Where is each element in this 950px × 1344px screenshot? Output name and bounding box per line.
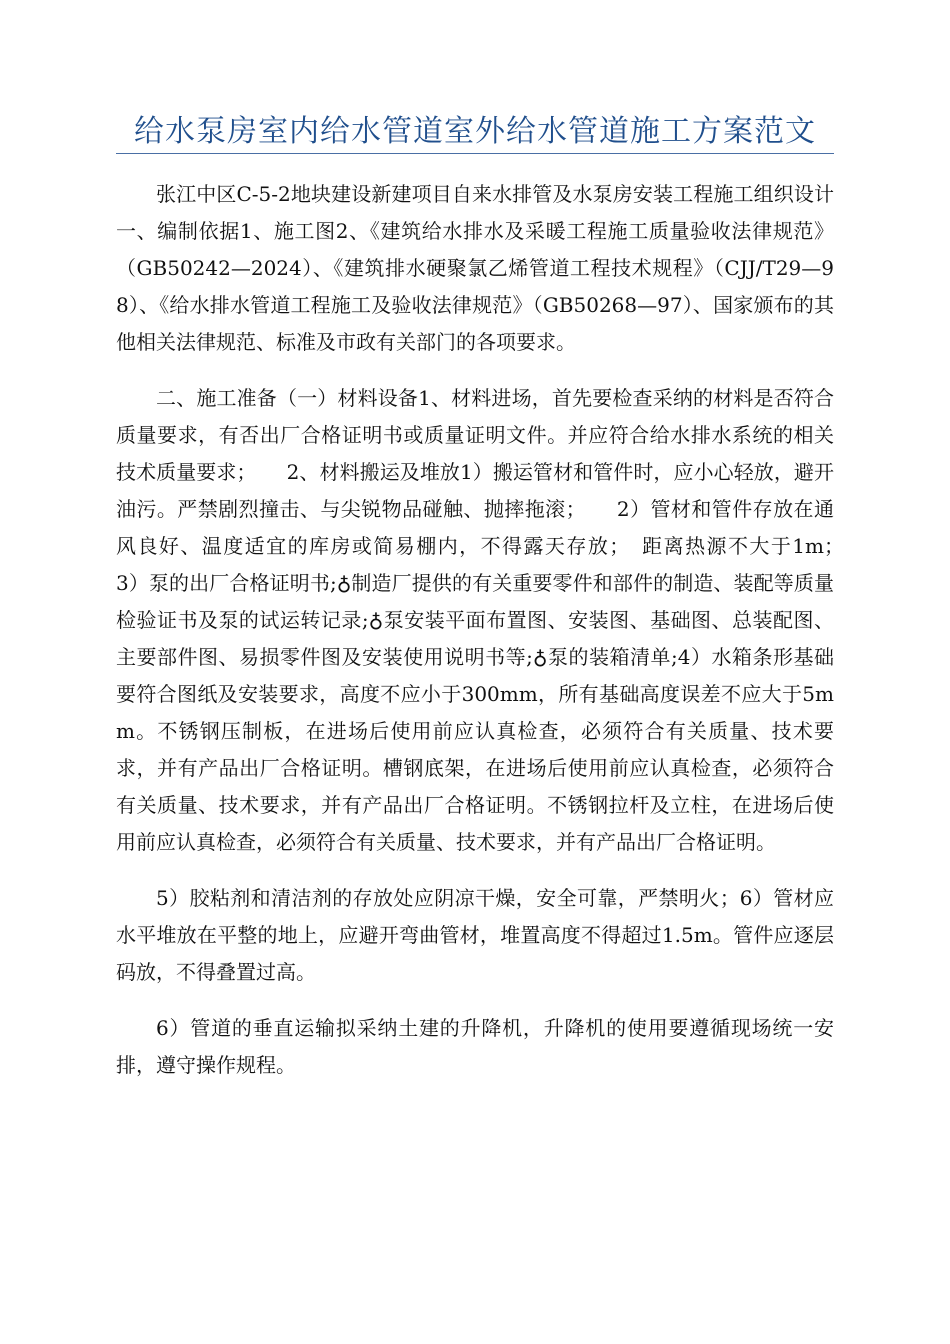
paragraph-storage: 5）胶粘剂和清洁剂的存放处应阴凉干燥，安全可靠，严禁明火；6）管材应水平堆放在平整的地上，应避开弯曲管材，堆置高度不得超过1.5m。管件应逐层码放，不得叠置过高。 [116, 886, 834, 984]
document-title: 给水泵房室内给水管道室外给水管道施工方案范文 [134, 114, 816, 149]
paragraph-preparation: 二、施工准备（一）材料设备1、材料进场，首先要检查采纳的材料是否符合质量要求，有否出厂合格证明书或质量证明文件。并应符合给水排水系统的相关技术质量要求； 2、材料搬运及堆放1）搬运管材和管件时，应小心轻放，避开油污。严禁剧烈撞击、与尖锐物品碰触、抛摔拖滚； 2）管材和管件存放在通风良好、温度适宜的库房或简易棚内，不得露天存放； 距离热源不大于1m； 3）泵的出厂合格证明书;♁制造厂提供的有关重要零件和部件的制造、装配等质量检验证书及泵的试运转记录;♁泵安装平面布置图、安装图、基础图、总装配图、主要部件图、易损零件图及安装使用说明书等;♁泵的装箱清单;4）水箱条形基础要符合图纸及安装要求，高度不应小于300mm，所有基础高度误差不应大于5mm。不锈钢压制板，在进场后使用前应认真检查，必须符合有关质量、技术要求，并有产品出厂合格证明。槽钢底架，在进场后使用前应认真检查，必须符合有关质量、技术要求，并有产品出厂合格证明。不锈钢拉杆及立柱，在进场后使用前应认真检查，必须符合有关质量、技术要求，并有产品出厂合格证明。 [116, 386, 874, 854]
paragraph-transport: 6）管道的垂直运输拟采纳土建的升降机，升降机的使用要遵循现场统一安排，遵守操作规程。 [116, 1016, 834, 1077]
title-underline [116, 153, 834, 154]
paragraph-basis: 张江中区C-5-2地块建设新建项目自来水排管及水泵房安装工程施工组织设计一、编制依据1、施工图2、《建筑给水排水及采暖工程施工质量验收法律规范》（GB50242—2024）、《建筑排水硬聚氯乙烯管道工程技术规程》（CJJ/T29—98）、《给水排水管道工程施工及验收法律规范》（GB50268—97）、国家颁布的其他相关法律规范、标准及市政有关部门的各项要求。 [116, 182, 834, 354]
document-body [116, 176, 874, 1103]
